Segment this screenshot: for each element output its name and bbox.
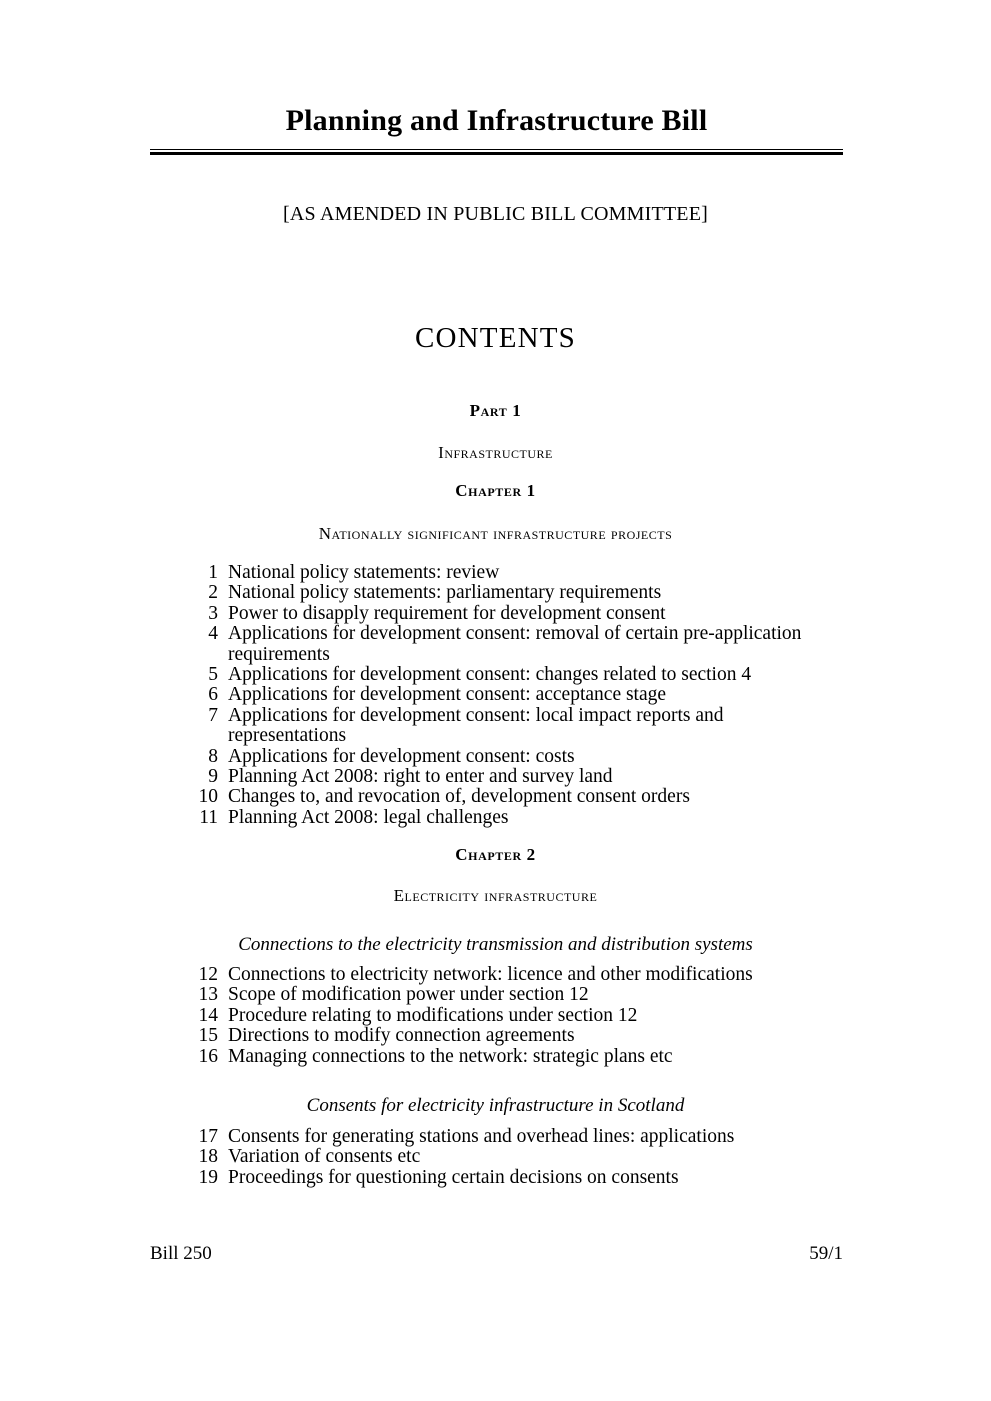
contents-entry[interactable] bbox=[0, 685, 991, 705]
contents-entry-number: 2 bbox=[208, 582, 218, 604]
chapter-1-name: Nationally significant infrastructure projects bbox=[318, 524, 673, 543]
contents-entry-number: 8 bbox=[208, 745, 218, 767]
contents-entry-number: 14 bbox=[198, 1004, 218, 1026]
contents-entry[interactable] bbox=[0, 767, 991, 787]
crosshead-consents-scotland: Consents for electricity infrastructure in Scotland bbox=[306, 1095, 685, 1116]
contents-entry-number: 3 bbox=[208, 602, 218, 624]
contents-entry-number: 11 bbox=[199, 806, 218, 828]
bill-number: Bill 250 bbox=[150, 1243, 212, 1264]
contents-entry-title: Proceedings for questioning certain decisions on consents bbox=[228, 1166, 679, 1188]
contents-entry[interactable] bbox=[0, 706, 991, 747]
contents-entry[interactable] bbox=[0, 624, 991, 665]
contents-entry-title: Applications for development consent: removal of certain pre-application requirements bbox=[228, 623, 802, 665]
contents-entry[interactable] bbox=[0, 665, 991, 685]
contents-entry-number: 4 bbox=[208, 623, 218, 645]
contents-entry[interactable] bbox=[0, 1047, 991, 1067]
title-block bbox=[150, 104, 843, 155]
contents-list-chapter-2-consents bbox=[0, 1127, 991, 1188]
contents-entry[interactable] bbox=[0, 965, 991, 985]
contents-entry-number: 16 bbox=[198, 1045, 218, 1067]
contents-heading: CONTENTS bbox=[414, 322, 577, 354]
contents-entry-number: 10 bbox=[198, 786, 218, 808]
contents-entry-title: Scope of modification power under section 12 bbox=[228, 984, 589, 1006]
chapter-1-label: Chapter 1 bbox=[455, 481, 536, 500]
contents-entry-title: Applications for development consent: local impact reports and representations bbox=[228, 704, 724, 747]
contents-entry-title: Changes to, and revocation of, development consent orders bbox=[228, 786, 690, 808]
contents-entry-title: Directions to modify connection agreements bbox=[228, 1025, 575, 1047]
title-rule-thick bbox=[150, 152, 843, 155]
contents-list-chapter-2-connections bbox=[0, 965, 991, 1067]
contents-entry-title: Power to disapply requirement for development consent bbox=[228, 602, 666, 624]
contents-entry-number: 1 bbox=[208, 562, 218, 583]
contents-entry[interactable] bbox=[0, 787, 991, 807]
contents-entry-number: 19 bbox=[198, 1166, 218, 1188]
contents-entry[interactable] bbox=[0, 985, 991, 1005]
contents-list-chapter-1 bbox=[0, 563, 991, 828]
contents-entry-number: 7 bbox=[208, 704, 218, 726]
contents-entry[interactable] bbox=[0, 808, 991, 828]
part-1-name: Infrastructure bbox=[438, 443, 553, 462]
amendment-note: [AS AMENDED IN PUBLIC BILL COMMITTEE] bbox=[283, 203, 708, 225]
contents-entry-title: Consents for generating stations and overhead lines: applications bbox=[228, 1126, 735, 1147]
contents-entry[interactable] bbox=[0, 1127, 991, 1147]
contents-entry[interactable] bbox=[0, 604, 991, 624]
contents-entry[interactable] bbox=[0, 563, 991, 583]
contents-entry-number: 12 bbox=[198, 964, 218, 985]
contents-entry-title: Connections to electricity network: licence and other modifications bbox=[228, 964, 753, 985]
contents-entry-title: Managing connections to the network: strategic plans etc bbox=[228, 1045, 673, 1067]
contents-entry[interactable] bbox=[0, 1147, 991, 1167]
contents-entry-number: 13 bbox=[198, 984, 218, 1006]
contents-entry-title: Planning Act 2008: right to enter and survey land bbox=[228, 766, 613, 788]
page-footer bbox=[150, 1243, 843, 1265]
contents-entry-number: 6 bbox=[208, 684, 218, 706]
contents-entry-title: Variation of consents etc bbox=[228, 1146, 421, 1168]
page-title: Planning and Infrastructure Bill bbox=[285, 104, 708, 137]
chapter-2-name: Electricity infrastructure bbox=[393, 886, 598, 905]
contents-entry[interactable] bbox=[0, 583, 991, 603]
contents-entry-title: National policy statements: parliamentary requirements bbox=[228, 582, 662, 604]
contents-entry-number: 9 bbox=[208, 766, 218, 788]
contents-entry-title: Planning Act 2008: legal challenges bbox=[228, 806, 509, 828]
contents-entry-title: Procedure relating to modifications under section 12 bbox=[228, 1004, 638, 1026]
contents-entry-title: Applications for development consent: acceptance stage bbox=[228, 684, 667, 706]
part-1-label: Part 1 bbox=[469, 401, 522, 420]
contents-entry[interactable] bbox=[0, 747, 991, 767]
contents-entry-number: 18 bbox=[198, 1146, 218, 1168]
contents-entry-number: 17 bbox=[198, 1126, 218, 1147]
contents-entry-title: Applications for development consent: changes related to section 4 bbox=[228, 664, 752, 686]
crosshead-connections: Connections to the electricity transmission and distribution systems bbox=[238, 934, 753, 955]
contents-entry[interactable] bbox=[0, 1006, 991, 1026]
contents-entry-title: National policy statements: review bbox=[228, 562, 500, 583]
chapter-2-label: Chapter 2 bbox=[455, 845, 536, 864]
page-reference: 59/1 bbox=[809, 1243, 843, 1264]
contents-entry[interactable] bbox=[0, 1026, 991, 1046]
contents-entry-number: 15 bbox=[198, 1025, 218, 1047]
contents-entry-title: Applications for development consent: costs bbox=[228, 745, 575, 767]
contents-entry[interactable] bbox=[0, 1168, 991, 1188]
contents-entry-number: 5 bbox=[208, 664, 218, 686]
title-double-rule bbox=[150, 149, 843, 155]
